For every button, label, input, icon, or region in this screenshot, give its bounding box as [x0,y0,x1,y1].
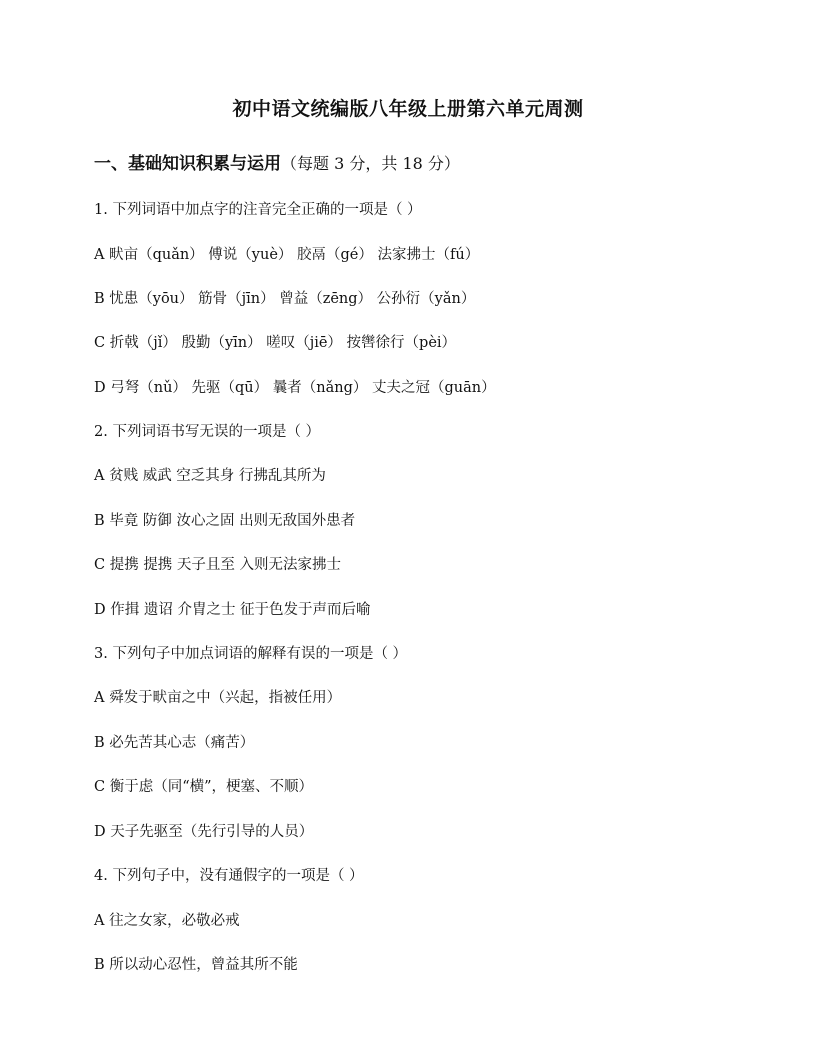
document-title: 初中语文统编版八年级上册第六单元周测 [232,98,584,120]
question-3-option-a: A 舜发于畎亩之中（兴起，指被任用） [94,690,342,706]
question-3-option-c: C 衡于虑（同“横”，梗塞、不顺） [94,779,314,795]
question-1-stem: 1. 下列词语中加点字的注音完全正确的一项是（ ） [94,202,422,218]
question-3-option-b: B 必先苦其心志（痛苦） [94,735,255,751]
question-1-option-a: A 畎亩（quǎn） 傅说（yuè） 胶鬲（gé） 法家拂士（fú） [94,247,480,263]
question-1-option-c: C 折戟（jǐ） 殷勤（yīn） 嗟叹（jiē） 按辔徐行（pèi） [94,335,457,351]
section-score-note: （每题 3 分，共 18 分） [281,154,460,173]
question-4-option-b: B 所以动心忍性，曾益其所不能 [94,957,298,973]
question-3-stem: 3. 下列句子中加点词语的解释有误的一项是（ ） [94,646,408,662]
question-4-option-a: A 往之女家，必敬必戒 [94,913,240,929]
question-2-option-d: D 作揖 遗诏 介胄之士 征于色发于声而后喻 [94,602,371,618]
question-2-stem: 2. 下列词语书写无误的一项是（ ） [94,424,321,440]
question-2-option-c: C 提携 提携 天子且至 入则无法家拂士 [94,557,342,573]
question-4-stem: 4. 下列句子中，没有通假字的一项是（ ） [94,868,364,884]
question-3-option-d: D 天子先驱至（先行引导的人员） [94,824,314,840]
question-1-option-d: D 弓弩（nǔ） 先驱（qū） 曩者（nǎng） 丈夫之冠（guān） [94,380,496,396]
question-1-option-b: B 忧患（yōu） 筋骨（jīn） 曾益（zēng） 公孙衍（yǎn） [94,291,476,307]
question-2-option-b: B 毕竟 防御 汝心之固 出则无敌国外患者 [94,513,356,529]
question-2-option-a: A 贫贱 威武 空乏其身 行拂乱其所为 [94,468,326,484]
section-heading [94,149,460,174]
section-heading-text: 一、基础知识积累与运用 [94,154,281,174]
